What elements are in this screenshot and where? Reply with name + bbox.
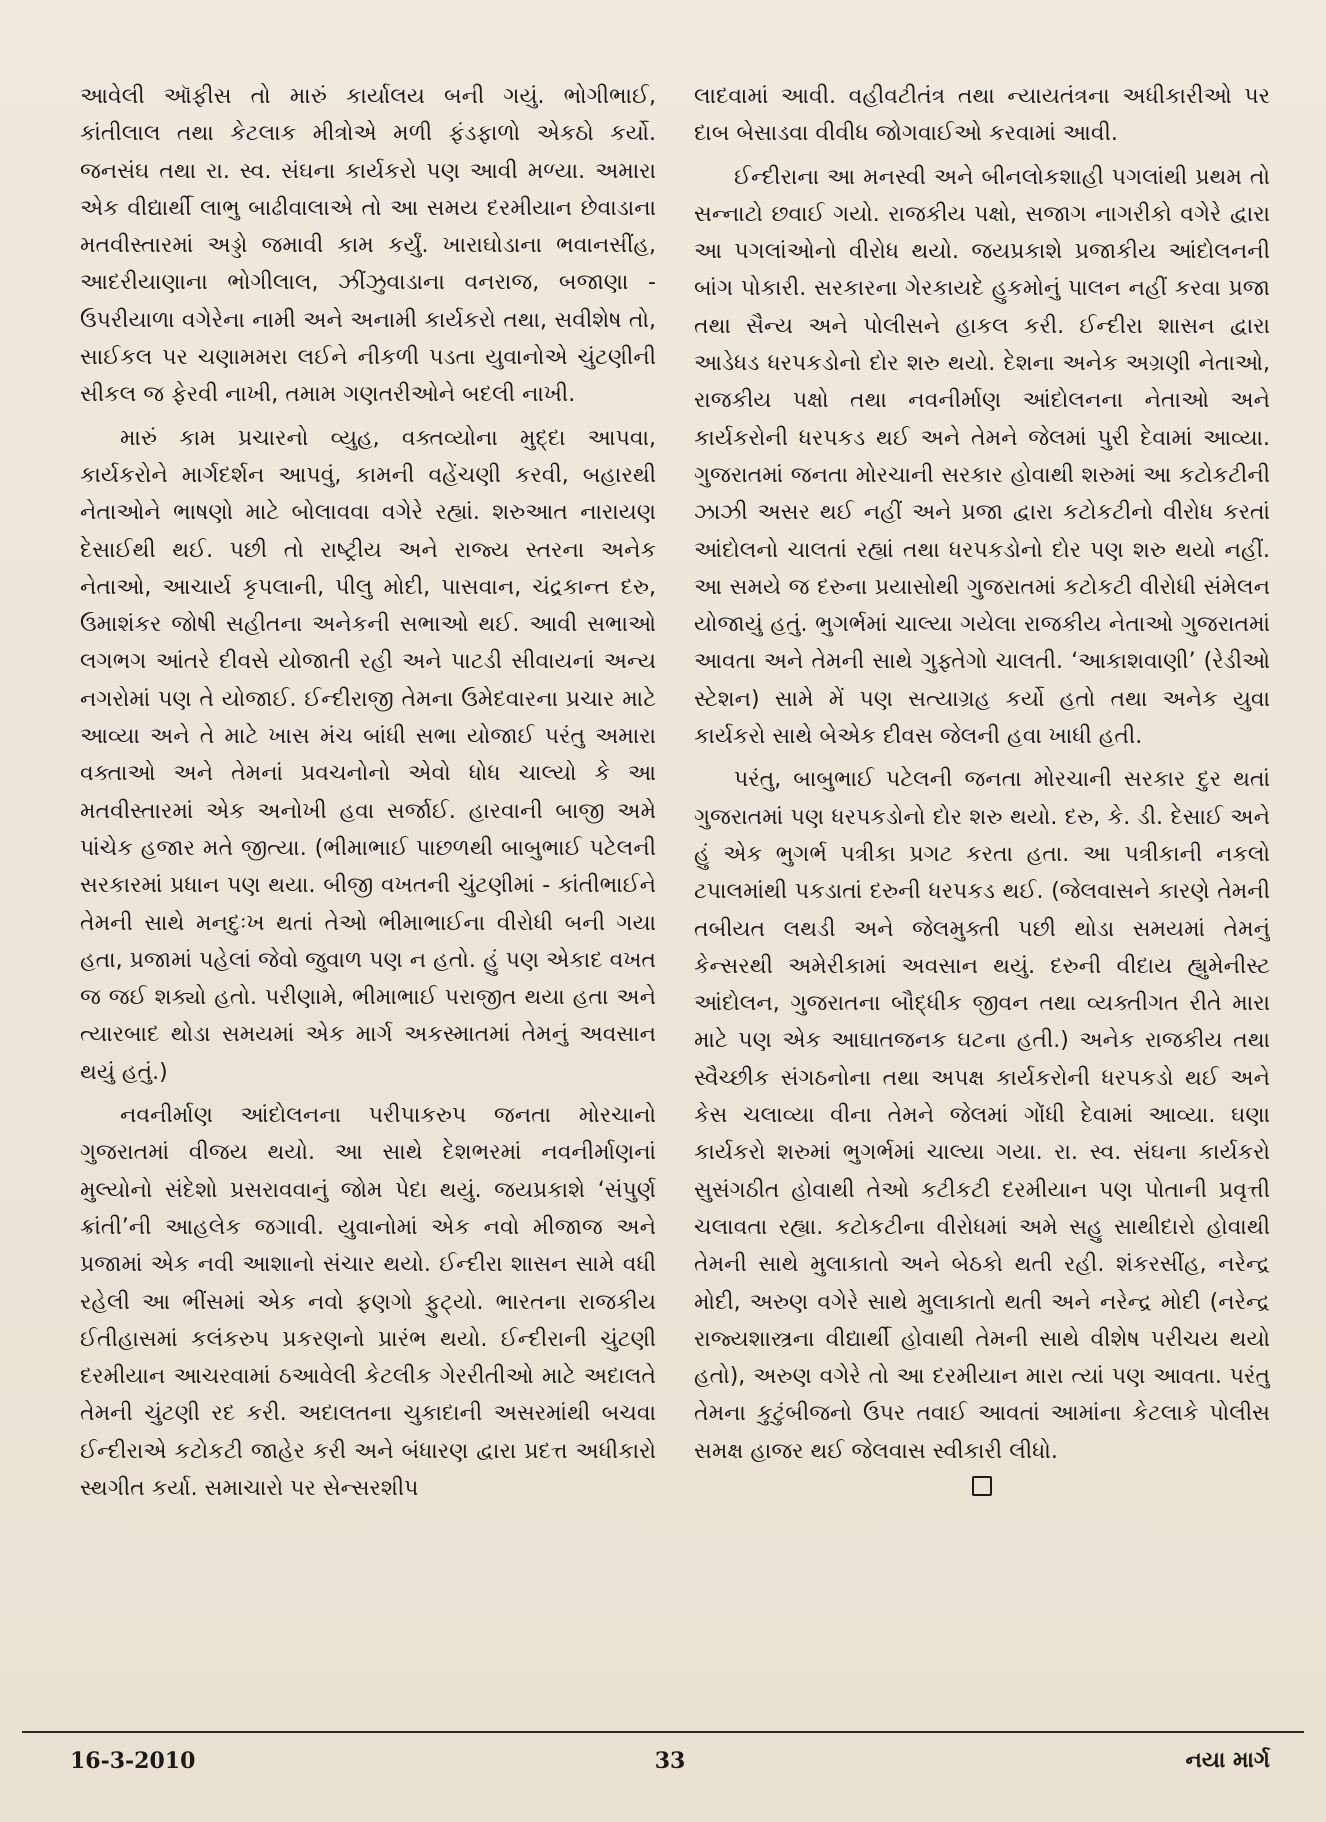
paragraph: ઈન્દીરાના આ મનસ્વી અને બીનલોકશાહી પગલાંથી પ્રથમ તો સન્નાટો છવાઈ ગયો. રાજકીય પક્ષો, સજાગ નાગરીકો વગેરે દ્વારા આ પગલાંઓનો વીરોધ થયો. જયપ્રકાશે પ્રજાકીય આંદોલનની બાંગ પોકારી. સરકારના ગેરકાયદે હુકમોનું પાલન નહીં કરવા પ્રજા તથા સૈન્ય અને પોલીસને હાકલ કરી. ઈન્દીરા શાસન દ્વારા આડેધડ ધરપકડોનો દોર શરુ થયો. દેશના અનેક અગ્રણી નેતાઓ, રાજકીય પક્ષો તથા નવનીર્માણ આંદોલનના નેતાઓ અને કાર્યકરોની ધરપકડ થઈ અને તેમને જેલમાં પુરી દેવામાં આવ્યા. ગુજરાતમાં જનતા મોરચાની સરકાર હોવાથી શરુમાં આ કટોકટીની ઝાઝી અસર થઈ નહીં અને પ્રજા દ્વારા કટોકટીનો વીરોધ કરતાં આંદોલનો ચાલતાં રહ્યાં તથા ધરપકડોનો દોર પણ શરુ થયો નહીં. આ સમયે જ દરુના પ્રયાસોથી ગુજરાતમાં કટોકટી વીરોધી સંમેલન યોજાયું હતું. ભુગર્ભમાં ચાલ્યા ગયેલા રાજકીય નેતાઓ ગુજરાતમાં આવતા અને તેમની સાથે ગુફ્તેગો ચાલતી. ‘આકાશવાણી’ (રેડીઓ સ્ટેશન) સામે મેં પણ સત્યાગ્રહ કર્યો હતો તથા અનેક યુવા કાર્યકરો સાથે બેએક દીવસ જેલની હવા ખાધી હતી. — [694, 164, 1270, 750]
right-column — [694, 78, 1270, 1718]
page-number: 33 — [654, 1748, 686, 1774]
paragraph: લાદવામાં આવી. વહીવટીતંત્ર તથા ન્યાયતંત્રના અધીકારીઓ પર દાબ બેસાડવા વીવીધ જોગવાઈઓ કરવામાં આવી. — [694, 84, 1270, 147]
paragraph: આવેલી ઑફીસ તો મારું કાર્યાલય બની ગયું. ભોગીભાઈ, કાંતીલાલ તથા કેટલાક મીત્રોએ મળી ફંડફાળો એકઠો કર્યો. જનસંઘ તથા રા. સ્વ. સંઘના કાર્યકરો પણ આવી મળ્યા. અમારા એક વીદ્યાર્થી લાભુ બાઢીવાલાએ તો આ સમય દરમીયાન છેવાડાના મતવીસ્તારમાં અડ્ડો જમાવી કામ કર્યું. ખારાઘોડાના ભવાનસીંહ, આદરીયાણાના ભોગીલાલ, ઝીંઝુવાડાના વનરાજ, બજાણા - ઉપરીયાળા વગેરેના નામી અને અનામી કાર્યકરો તથા, સવીશેષ તો, સાઈકલ પર ચણામમરા લઈને નીકળી પડતા યુવાનોએ ચુંટણીની સીકલ જ ફેરવી નાખી, તમામ ગણતરીઓને બદલી નાખી. — [80, 84, 656, 408]
hollow-square-icon — [972, 1476, 992, 1496]
end-mark — [694, 1476, 1270, 1504]
article-body — [80, 78, 1270, 1718]
left-column — [80, 78, 656, 1718]
paragraph: મારું કામ પ્રચારનો વ્યુહ, વક્તવ્યોના મુદ્દા આપવા, કાર્યકરોને માર્ગદર્શન આપવું, કામની વહેંચણી કરવી, બહારથી નેતાઓને ભાષણો માટે બોલાવવા વગેરે રહ્યાં. શરુઆત નારાયણ દેસાઈથી થઈ. પછી તો રાષ્ટ્રીય અને રાજ્ય સ્તરના અનેક નેતાઓ, આચાર્ય કૃપલાની, પીલુ મોદી, પાસવાન, ચંદ્રકાન્ત દરુ, ઉમાશંકર જોષી સહીતના અનેકની સભાઓ થઈ. આવી સભાઓ લગભગ આંતરે દીવસે યોજાતી રહી અને પાટડી સીવાયનાં અન્ય નગરોમાં પણ તે યોજાઈ. ઈન્દીરાજી તેમના ઉમેદવારના પ્રચાર માટે આવ્યા અને તે માટે ખાસ મંચ બાંધી સભા યોજાઈ પરંતુ અમારા વક્તાઓ અને તેમનાં પ્રવચનોનો એવો ધોધ ચાલ્યો કે આ મતવીસ્તારમાં એક અનોખી હવા સર્જાઈ. હારવાની બાજી અમે પાંચેક હજાર મતે જીત્યા. (ભીમાભાઈ પાછળથી બાબુભાઈ પટેલની સરકારમાં પ્રધાન પણ થયા. બીજી વખતની ચુંટણીમાં - કાંતીભાઈને તેમની સાથે મનદુઃખ થતાં તેઓ ભીમાભાઈના વીરોધી બની ગયા હતા, પ્રજામાં પહેલાં જેવો જુવાળ પણ ન હતો. હું પણ એકાદ વખત જ જઈ શક્યો હતો. પરીણામે, ભીમાભાઈ પરાજીત થયા હતા અને ત્યારબાદ થોડા સમયમાં એક માર્ગ અકસ્માતમાં તેમનું અવસાન થયું હતું.) — [80, 425, 656, 1085]
paragraph: પરંતુ, બાબુભાઈ પટેલની જનતા મોરચાની સરકાર દુર થતાં ગુજરાતમાં પણ ધરપકડોનો દોર શરુ થયો. દરુ, કે. ડી. દેસાઈ અને હું એક ભુગર્ભ પત્રીકા પ્રગટ કરતા હતા. આ પત્રીકાની નકલો ટપાલમાંથી પકડાતાં દરુની ધરપકડ થઈ. (જેલવાસને કારણે તેમની તબીયત લથડી અને જેલમુક્તી પછી થોડા સમયમાં તેમનું કેન્સરથી અમેરીકામાં અવસાન થયું. દરુની વીદાય હ્યુમેનીસ્ટ આંદોલન, ગુજરાતના બૌદ્ધીક જીવન તથા વ્યક્તીગત રીતે મારા માટે પણ એક આઘાતજનક ઘટના હતી.) અનેક રાજકીય તથા સ્વૈચ્છીક સંગઠનોના તથા અપક્ષ કાર્યકરોની ધરપકડો થઈ અને કેસ ચલાવ્યા વીના તેમને જેલમાં ગોંધી દેવામાં આવ્યા. ઘણા કાર્યકરો શરુમાં ભુગર્ભમાં ચાલ્યા ગયા. રા. સ્વ. સંઘના કાર્યકરો સુસંગઠીત હોવાથી તેઓ કટીકટી દરમીયાન પણ પોતાની પ્રવૃત્તી ચલાવતા રહ્યા. કટોકટીના વીરોધમાં અમે સહુ સાથીદારો હોવાથી તેમની સાથે મુલાકાતો અને બેઠકો થતી રહી. શંકરસીંહ, નરેન્દ્ર મોદી, અરુણ વગેરે સાથે મુલાકાતો થતી અને નરેન્દ્ર મોદી (નરેન્દ્ર રાજ્યશાસ્ત્રના વીદ્યાર્થી હોવાથી તેમની સાથે વીશેષ પરીચય થયો હતો), અરુણ વગેરે તો આ દરમીયાન મારા ત્યાં પણ આવતા. પરંતુ તેમના કુટુંબીજનો ઉપર તવાઈ આવતાં આમાંના કેટલાકે પોલીસ સમક્ષ હાજર થઈ જેલવાસ સ્વીકારી લીધો. — [694, 767, 1270, 1464]
paragraph: નવનીર્માણ આંદોલનના પરીપાકરુપ જનતા મોરચાનો ગુજરાતમાં વીજય થયો. આ સાથે દેશભરમાં નવનીર્માણનાં મુલ્યોનો સંદેશો પ્રસરાવવાનું જોમ પેદા થયું. જયપ્રકાશે ‘સંપુર્ણ ક્રાંતી’ની આહલેક જગાવી. યુવાનોમાં એક નવો મીજાજ અને પ્રજામાં એક નવી આશાનો સંચાર થયો. ઈન્દીરા શાસન સામે વધી રહેલી આ ભીંસમાં એક નવો ફણગો ફુટ્યો. ભારતના રાજકીય ઈતીહાસમાં કલંકરુપ પ્રકરણનો પ્રારંભ થયો. ઈન્દીરાની ચુંટણી દરમીયાન આચરવામાં ઠઆવેલી કેટલીક ગેરરીતીઓ માટે અદાલતે તેમની ચુંટણી રદ કરી. અદાલતના ચુકાદાની અસરમાંથી બચવા ઈન્દીરાએ કટોકટી જાહેર કરી અને બંધારણ દ્વારા પ્રદત્ત અધીકારો સ્થગીત કર્યા. સમાચારો પર સેન્સરશીપ — [80, 1103, 656, 1501]
page-footer — [70, 1748, 1270, 1782]
footer-divider — [22, 1731, 1304, 1733]
issue-date: 16-3-2010 — [70, 1748, 196, 1774]
magazine-name: નયા માર્ગ — [1185, 1748, 1270, 1773]
